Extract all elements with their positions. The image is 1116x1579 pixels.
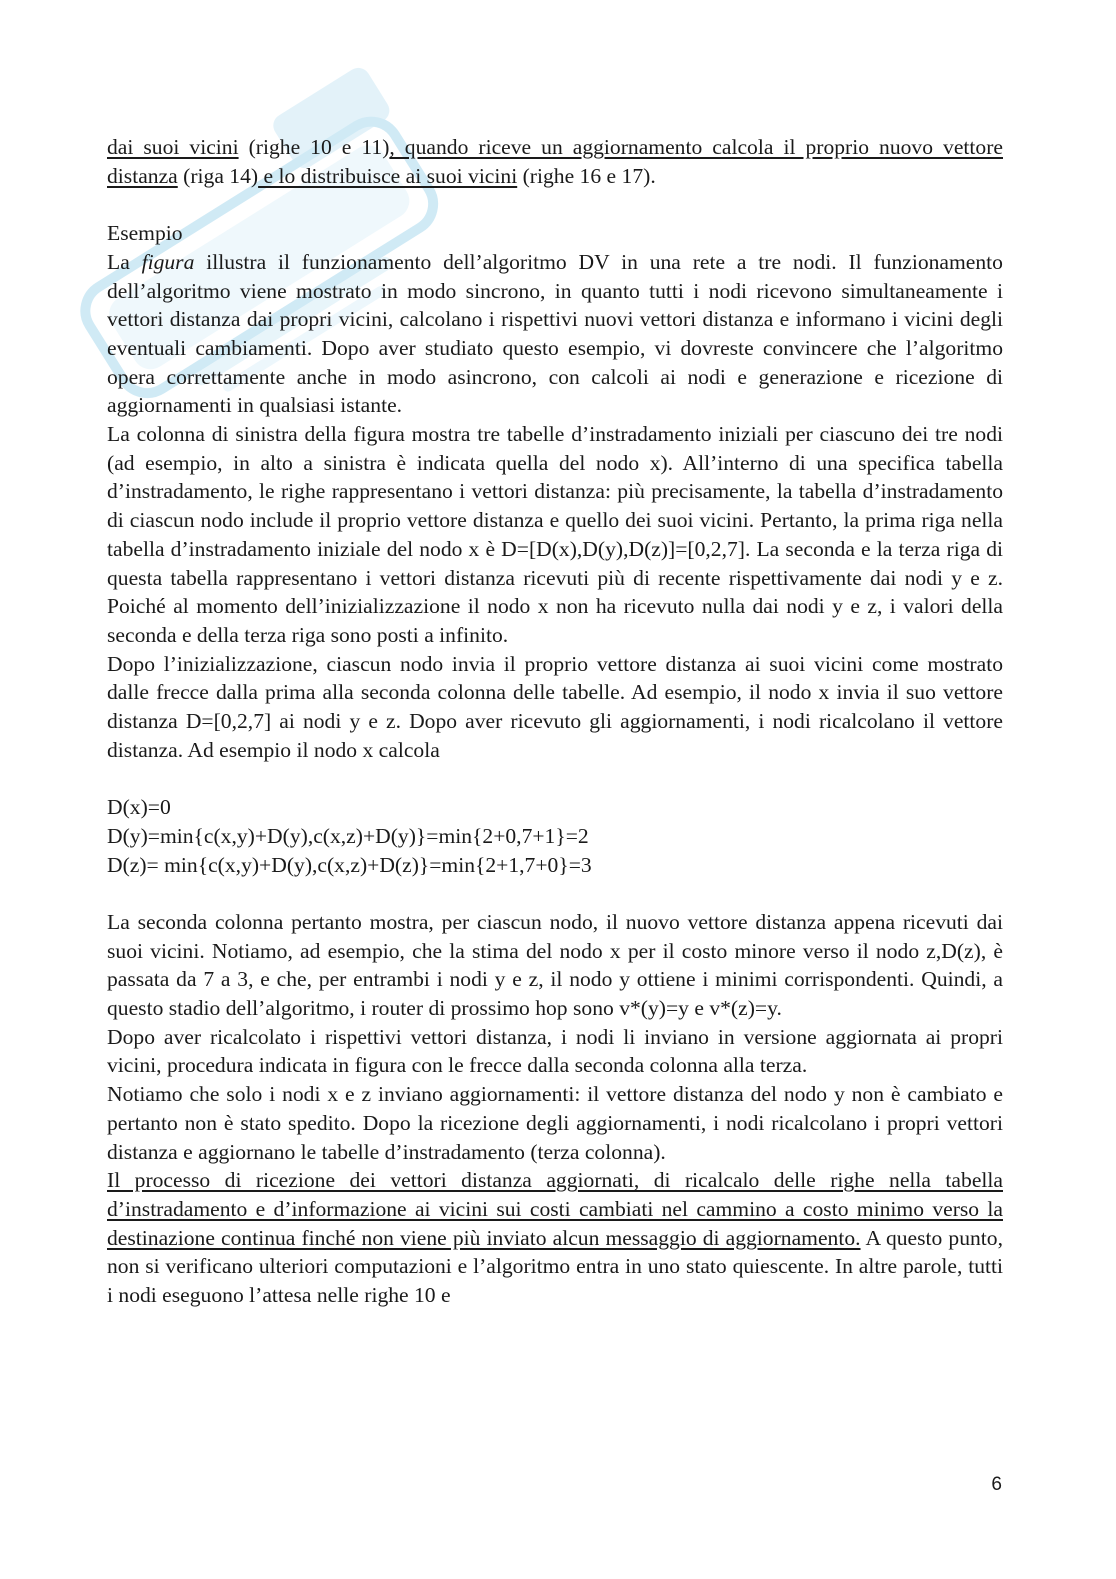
underlined-text: e lo distribuisce ai suoi vicini	[258, 163, 518, 188]
text-span: (righe 10 e 11)	[238, 135, 390, 159]
text-span: La	[107, 249, 142, 274]
formula-line: D(y)=min{c(x,y)+D(y),c(x,z)+D(y)}=min{2+0,7+1}=2	[107, 823, 589, 848]
paragraph-initialization: Dopo l’inizializzazione, ciascun nodo invia il proprio vettore distanza ai suoi vicini come mostrato dalle frecce dalla prima alla seconda colonna delle tabelle. Ad esempio, il nodo x invia il suo vettore distanza D=[0,2,7] ai nodi y e z. Dopo aver ricevuto gli aggiornamenti, i nodi ricalcolano il vettore distanza. Ad esempio il nodo x calcola	[107, 651, 1003, 762]
underlined-text: Il processo di ricezione dei vettori distanza aggiornati, di ricalcalo delle righe nella tabella d’instradamento e d’informazione ai vicini sui costi cambiati nel cammino a costo minimo verso la destinazione continua finché non viene più inviato alcun messaggio di aggiornamento.	[107, 1168, 1003, 1250]
underlined-text: , quando riceve un aggiornamento calcola il proprio nuovo vettore distanza	[107, 135, 1003, 188]
text-span: A questo punto, non si verificano ulteriori computazioni e l’algoritmo entra in uno stato quiescente. In altre parole, tutti i nodi eseguono l’attesa nelle righe 10 e	[107, 1225, 1004, 1308]
formula-block	[107, 793, 1003, 879]
italic-text: figura	[141, 249, 195, 274]
paragraph-recalculation: Dopo aver ricalcolato i rispettivi vettori distanza, i nodi li inviano in versione aggiornata ai propri vicini, procedura indicata in figura con le frecce dalla seconda colonna alla terza.	[107, 1024, 1003, 1078]
formula-line: D(z)= min{c(x,y)+D(y),c(x,z)+D(z)}=min{2+1,7+0}=3	[107, 852, 592, 877]
section-heading-esempio: Esempio	[107, 221, 183, 246]
document-body	[107, 133, 1003, 1310]
paragraph-intro	[107, 133, 1003, 190]
formula-line: D(x)=0	[107, 795, 171, 820]
text-span: (riga 14)	[177, 163, 259, 188]
paragraph-left-column: La colonna di sinistra della figura mostra tre tabelle d’instradamento iniziali per ciascuno dei tre nodi (ad esempio, in alto a sinistra è indicata quella del nodo x). All’interno di una specifica tabella d’instradamento, le righe rappresentano i vettori distanza: più precisamente, la tabella d’instradamento di ciascun nodo include il proprio vettore distanza e quello dei suoi vicini. Pertanto, la prima riga nella tabella d’instradamento iniziale del nodo x è D=[D(x),D(y),D(z)]=[0,2,7]. La seconda e la terza riga di questa tabella rappresentano i vettori distanza ricevuti più di recente rispettivamente dai nodi y e z. Poiché al momento dell’inizializzazione il nodo x non ha ricevuto nulla dai nodi y e z, i valori della seconda e della terza riga sono posti a infinito.	[107, 422, 1003, 647]
underlined-text: dai suoi vicini	[107, 135, 239, 159]
paragraph-second-column: La seconda colonna pertanto mostra, per ciascun nodo, il nuovo vettore distanza appena ricevuti dai suoi vicini. Notiamo, ad esempio, che la stima del nodo x per il costo minore verso il nodo z,D(z), è passata da 7 a 3, e che, per entrambi i nodi y e z, il nodo y ottiene i minimi corrispondenti. Quindi, a questo stadio dell’algoritmo, i router di prossimo hop sono v*(y)=y e v*(z)=y.	[107, 909, 1003, 1021]
text-span: illustra il funzionamento dell’algoritmo DV in una rete a tre nodi. Il funzionamento dell’algoritmo viene mostrato in modo sincrono, in quanto tutti i nodi ricevono simultaneamente i vettori distanza dai propri vicini, calcolano i rispettivi nuovi vettori distanza e informano i vicini degli eventuali cambiamenti. Dopo aver studiato questo esempio, vi dovreste convincere che l’algoritmo opera correttamente anche in modo asincrono, con calcoli ai nodi e generazione e ricezione di aggiornamenti in qualsiasi istante.	[107, 249, 1003, 418]
paragraph-quiescent	[107, 1166, 1003, 1310]
text-span: (righe 16 e 17).	[517, 163, 656, 188]
paragraph-example-intro	[107, 248, 1003, 420]
page-number: 6	[991, 1474, 1002, 1495]
paragraph-updates: Notiamo che solo i nodi x e z inviano aggiornamenti: il vettore distanza del nodo y non è cambiato e pertanto non è stato spedito. Dopo la ricezione degli aggiornamenti, i nodi ricalcolano i propri vettori distanza e aggiornano le tabelle d’instradamento (terza colonna).	[107, 1082, 1003, 1164]
